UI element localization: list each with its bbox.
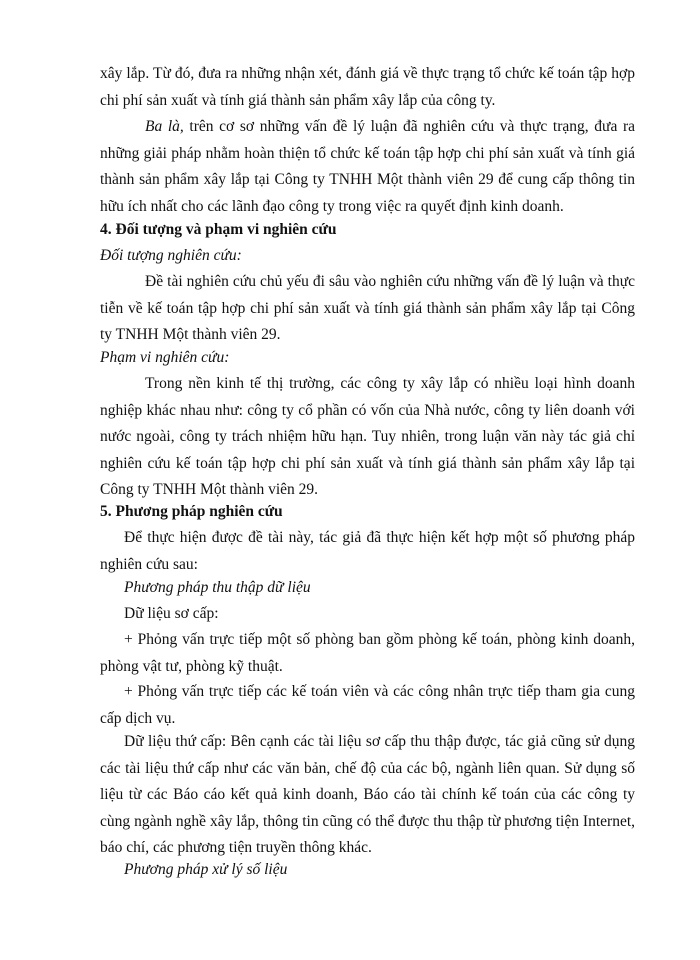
ba-la-text: trên cơ sơ những vấn đề lý luận đã nghiên cứu và thực trạng, đưa ra những giải pháp nhằm hoàn thiện tổ chức kế toán tập hợp chi phí sản xuất và tính giá thành sản phẩm xây lắp tại Công ty TNHH Một thành viên 29 để cung cấp thông tin hữu ích nhất cho các lãnh đạo công ty trong việc ra quyết định kinh doanh.: [100, 118, 635, 215]
paragraph-secondary-data: Dữ liệu thứ cấp: Bên cạnh các tài liệu sơ cấp thu thập được, tác giả cũng sử dụng các tài liệu thứ cấp như các văn bản, chế độ của các bộ, ngành liên quan. Sử dụng số liệu từ các Báo cáo kết quả kinh doanh, Báo cáo tài chính kế toán của các công ty cùng ngành nghề xây lắp, thông tin cũng có thể được thu thập từ phương tiện Internet, báo chí, các phương tiện truyền thông khác.: [100, 733, 635, 856]
subheading-object: Đối tượng nghiên cứu:: [100, 247, 242, 264]
paragraph-object: Đề tài nghiên cứu chủ yếu đi sâu vào nghiên cứu những vấn đề lý luận và thực tiễn về kế toán tập hợp chi phí sản xuất và tính giá thành sản phẩm xây lắp tại Công ty TNHH Một thành viên 29.: [100, 273, 635, 343]
bullet-interview-departments: + Phỏng vấn trực tiếp một số phòng ban gồm phòng kế toán, phòng kinh doanh, phòng vật tư, phòng kỹ thuật.: [100, 631, 635, 675]
heading-section-5: 5. Phương pháp nghiên cứu: [100, 503, 283, 520]
paragraph-scope: Trong nền kinh tế thị trường, các công ty xây lắp có nhiều loại hình doanh nghiệp khác nhau như: công ty cổ phần có vốn của Nhà nước, công ty liên doanh với nước ngoài, công ty trách nhiệm hữu hạn. Tuy nhiên, trong luận văn này tác giả chỉ nghiên cứu kế toán tập hợp chi phí sản xuất và tính giá thành sản phẩm xây lắp tại Công ty TNHH Một thành viên 29.: [100, 375, 635, 498]
primary-data-label: Dữ liệu sơ cấp:: [124, 605, 219, 622]
subheading-scope: Phạm vi nghiên cứu:: [100, 349, 230, 366]
paragraph-intro-continued: xây lắp. Từ đó, đưa ra những nhận xét, đánh giá về thực trạng tổ chức kế toán tập hợp chi phí sản xuất và tính giá thành sản phẩm xây lắp của công ty.: [100, 65, 635, 109]
subheading-data-collection: Phương pháp thu thập dữ liệu: [124, 579, 311, 596]
bullet-interview-staff: + Phỏng vấn trực tiếp các kế toán viên và các công nhân trực tiếp tham gia cung cấp dịch vụ.: [100, 683, 635, 727]
heading-section-4: 4. Đối tượng và phạm vi nghiên cứu: [100, 221, 337, 238]
subheading-data-processing: Phương pháp xử lý số liệu: [124, 861, 288, 878]
paragraph-method: Để thực hiện được đề tài này, tác giả đã thực hiện kết hợp một số phương pháp nghiên cứu sau:: [100, 529, 635, 573]
paragraph-ba-la: [100, 114, 635, 220]
ba-la-lead: Ba là,: [145, 118, 184, 135]
